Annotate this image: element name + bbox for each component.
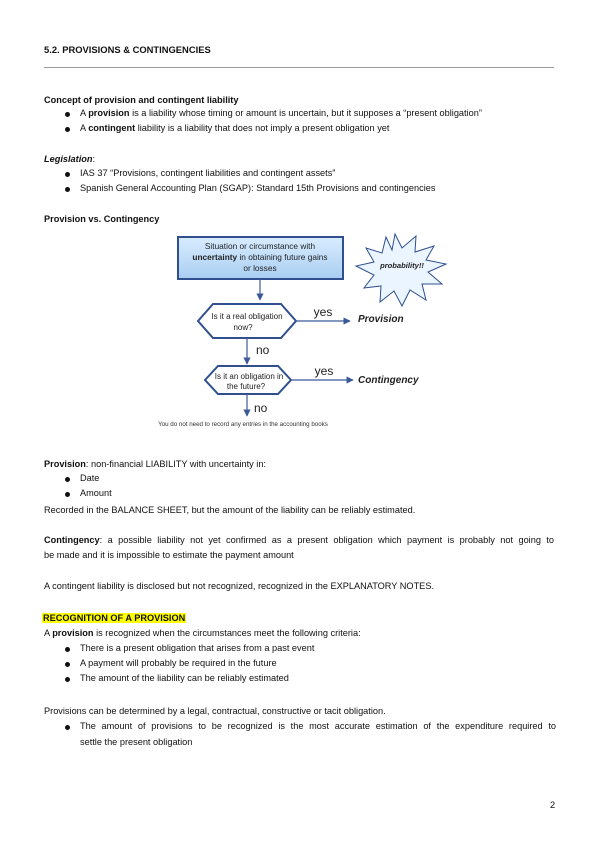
situation-text-line1: Situation or circumstance with	[204, 241, 316, 251]
recognition-heading: RECOGNITION OF A PROVISION	[43, 613, 186, 623]
yes-label: yes	[314, 364, 334, 378]
legislation-heading: Legislation:	[44, 154, 96, 164]
provision-uncertainty-item: Amount	[80, 488, 112, 498]
contingency-definition-line2: be made and it is impossible to estimate the payment amount	[44, 550, 294, 560]
bullet-icon	[65, 127, 70, 132]
bullet-icon	[65, 725, 70, 730]
contingency-definition-line1: Contingency: a possible liability not yet confirmed as a present obligation which payment is probably not going to	[44, 535, 554, 545]
yes-label: yes	[313, 305, 333, 319]
provision-vs-contingency-diagram	[150, 228, 450, 433]
decision2-line1: Is it an obligation in	[214, 372, 284, 381]
decision2-line2: the future?	[226, 382, 266, 391]
no-label: no	[254, 401, 268, 415]
page-number: 2	[550, 800, 556, 810]
diagram-heading: Provision vs. Contingency	[44, 214, 160, 224]
contingency-outcome: Contingency	[358, 375, 419, 386]
provision-uncertainty-item: Date	[80, 473, 100, 483]
bullet-icon	[65, 477, 70, 482]
bullet-icon	[65, 662, 70, 667]
provision-outcome: Provision	[358, 314, 404, 325]
criteria-item: A payment will probably be required in the future	[80, 658, 277, 668]
section-title: 5.2. PROVISIONS & CONTINGENCIES	[44, 44, 211, 55]
bullet-icon	[65, 172, 70, 177]
determination-bullet-line1: The amount of provisions to be recognized is the most accurate estimation of the expenditure required to	[80, 721, 556, 731]
bullet-icon	[65, 187, 70, 192]
provision-note: Recorded in the BALANCE SHEET, but the amount of the liability can be reliably estimated.	[44, 505, 416, 515]
criteria-item: The amount of the liability can be reliably estimated	[80, 673, 289, 683]
concept-heading: Concept of provision and contingent liability	[44, 95, 239, 105]
legislation-item: IAS 37 “Provisions, contingent liabilities and contingent assets”	[80, 168, 336, 178]
bullet-icon	[65, 492, 70, 497]
bullet-icon	[65, 677, 70, 682]
diagram-footnote: You do not need to record any entries in the accounting books	[158, 421, 328, 428]
recognition-intro: A provision is recognized when the circumstances meet the following criteria:	[44, 628, 361, 638]
legislation-item: Spanish General Accounting Plan (SGAP): Standard 15th Provisions and contingencies	[80, 183, 436, 193]
determination-bullet-line2: settle the present obligation	[80, 737, 193, 747]
decision1-line2: now?	[233, 323, 253, 332]
determination-text: Provisions can be determined by a legal, contractual, constructive or tacit obligation.	[44, 706, 386, 716]
decision-real-obligation	[198, 304, 296, 338]
situation-text-line2: uncertainty in obtaining future gains	[192, 252, 328, 262]
concept-contingent-item: A contingent liability is a liability that does not imply a present obligation yet	[80, 123, 390, 133]
concept-provision-item: A provision is a liability whose timing or amount is uncertain, but it supposes a “present obligation”	[80, 108, 482, 118]
bullet-icon	[65, 112, 70, 117]
decision1-line1: Is it a real obligation	[211, 312, 283, 321]
provision-definition: Provision: non-financial LIABILITY with uncertainty in:	[44, 459, 266, 469]
situation-text-line3: or losses	[243, 263, 277, 273]
bullet-icon	[65, 647, 70, 652]
no-label: no	[256, 343, 270, 357]
probability-label: probability!!	[380, 261, 424, 270]
probability-starburst	[356, 234, 446, 306]
header-divider	[44, 67, 554, 68]
criteria-item: There is a present obligation that arises from a past event	[80, 643, 315, 653]
disclosure-text: A contingent liability is disclosed but not recognized, recognized in the EXPLANATORY NOTES.	[44, 581, 434, 591]
